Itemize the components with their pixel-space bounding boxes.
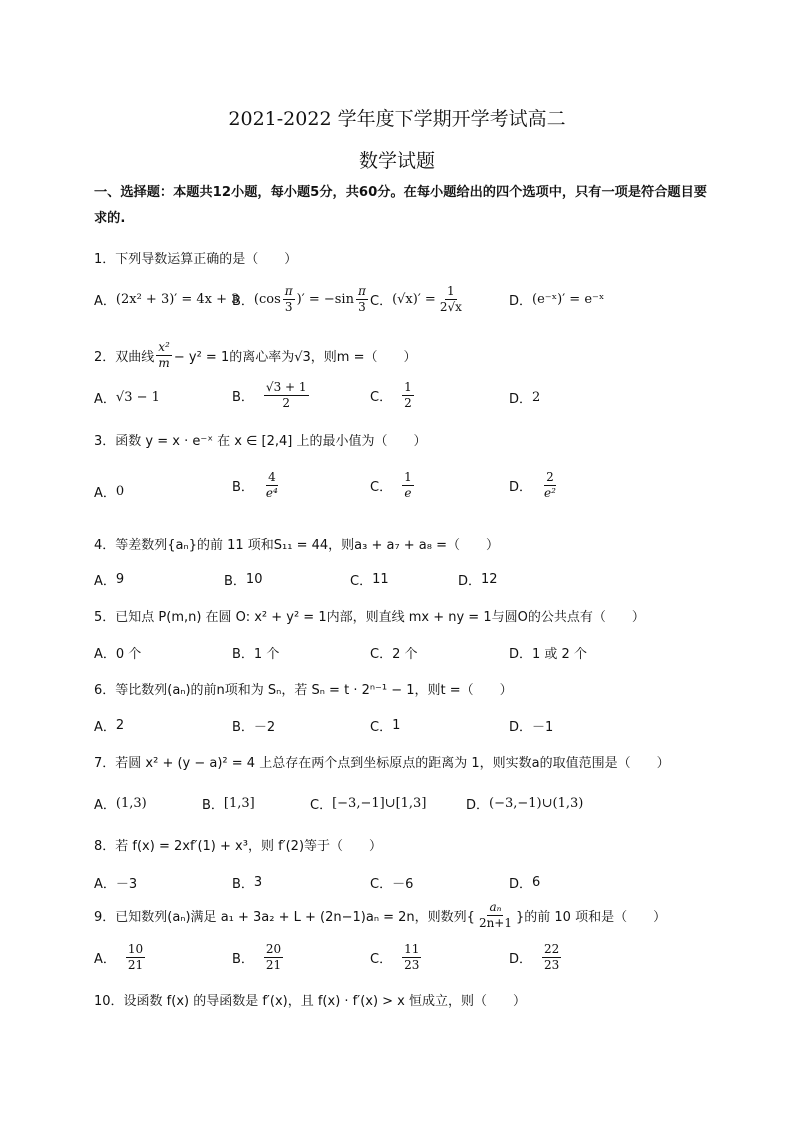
question-6-option-b <box>232 716 275 735</box>
question-1-stem: 1．下列导数运算正确的是（ ） <box>94 252 298 267</box>
option-text: 3 <box>253 875 263 890</box>
question-9-option-a <box>94 942 147 973</box>
fraction <box>264 470 280 501</box>
option-text: 11 <box>372 572 389 587</box>
option-text: 2 <box>115 718 125 733</box>
section-heading: 一、选择题：本题共12小题，每小题5分，共60分。在每小题给出的四个选项中，只有一项是符合题目要求的. <box>94 185 707 226</box>
question-5-option-c <box>370 643 417 662</box>
denominator: 21 <box>127 958 144 972</box>
option-text: 10 <box>245 572 263 587</box>
denominator: 3 <box>284 300 293 314</box>
option-label: B． <box>232 952 254 967</box>
option-text-pre: (cos <box>253 292 281 307</box>
denominator: m <box>158 356 170 370</box>
question-9-option-d <box>509 942 563 973</box>
question-4-option-a <box>94 570 124 589</box>
numerator: 1 <box>404 380 412 394</box>
option-label: D． <box>458 574 482 589</box>
option-label: D． <box>509 877 533 892</box>
question-3-option-c <box>370 470 416 501</box>
exam-title: 2021-2022 学年度下学期开学考试高二 <box>228 108 566 130</box>
option-label: A． <box>94 574 116 589</box>
option-label: D． <box>466 798 490 813</box>
numerator: 2 <box>546 470 554 484</box>
option-label: D． <box>509 480 533 495</box>
question-6-stem: 6．等比数列(aₙ)的前n项和为 Sₙ，若 Sₙ = t · 2ⁿ⁻¹ − 1，则t =（ ） <box>94 683 513 698</box>
option-label: D． <box>509 720 533 735</box>
fraction <box>156 340 172 371</box>
option-text: 0 个 <box>115 647 142 662</box>
question-8-option-d <box>509 873 540 892</box>
option-label: A． <box>94 952 116 967</box>
option-text: －3 <box>115 877 138 892</box>
question-5-stem: 5．已知点 P(m,n) 在圆 O: x² + y² = 1内部，则直线 mx + ny = 1与圆O的公共点有（ ） <box>94 610 645 625</box>
question-7-option-d <box>466 794 583 813</box>
question-8-option-a <box>94 873 137 892</box>
fraction <box>477 900 514 931</box>
denominator: 23 <box>544 958 560 972</box>
stem-part-b: }的前 10 项和是（ ） <box>516 910 667 925</box>
option-text: (−3,−1)∪(1,3) <box>489 796 584 811</box>
option-label: C． <box>350 574 373 589</box>
question-5-option-d <box>509 643 587 662</box>
question-9-option-c <box>370 942 423 973</box>
option-label: C． <box>370 294 393 309</box>
question-3-stem: 3．函数 y = x · e⁻ˣ 在 x ∈ [2,4] 上的最小值为（ ） <box>94 434 427 449</box>
option-text: [1,3] <box>223 796 255 811</box>
fraction <box>402 380 414 411</box>
question-4-option-b <box>224 570 262 589</box>
question-9-option-b <box>232 942 285 973</box>
question-2-option-a <box>94 388 160 407</box>
numerator: 4 <box>268 470 276 484</box>
denominator: e⁴ <box>265 486 278 500</box>
question-7-option-c <box>310 794 426 813</box>
stem-part-a: 2．双曲线 <box>94 350 155 365</box>
numerator: 22 <box>544 942 560 956</box>
denominator: e <box>404 486 412 500</box>
option-label: C． <box>370 952 393 967</box>
fraction <box>542 470 558 501</box>
numerator: aₙ <box>489 900 502 914</box>
option-label: C． <box>370 877 393 892</box>
option-text: 6 <box>532 875 541 890</box>
option-label: C． <box>370 390 393 405</box>
question-1-option-c <box>370 284 466 315</box>
option-label: A． <box>94 798 116 813</box>
question-10-stem: 10．设函数 f(x) 的导函数是 f′(x)，且 f(x) · f′(x) > x 恒成立，则（ ） <box>94 994 527 1009</box>
question-4-option-c <box>350 570 389 589</box>
option-text: (2x² + 3)′ = 4x + 3 <box>115 292 240 307</box>
numerator: π <box>284 284 293 298</box>
option-text: (√x)′ = <box>392 292 436 307</box>
denominator: 21 <box>265 958 282 972</box>
question-6-option-c <box>370 716 400 735</box>
question-6-option-a <box>94 716 124 735</box>
question-7-option-b <box>202 794 255 813</box>
numerator: π <box>357 284 366 298</box>
option-text: √3 − 1 <box>115 390 160 405</box>
fraction <box>264 942 283 973</box>
question-2-stem <box>94 340 416 371</box>
option-text: －2 <box>253 720 276 735</box>
stem-part-a: 9．已知数列(aₙ)满足 a₁ + 3a₂ + L + (2n−1)aₙ = 2n，则数列{ <box>94 910 475 925</box>
question-3-option-a <box>94 482 124 501</box>
question-8-stem: 8．若 f(x) = 2xf′(1) + x³，则 f′(2)等于（ ） <box>94 839 383 854</box>
fraction <box>264 380 309 411</box>
option-label: A． <box>94 877 116 892</box>
denominator: 23 <box>404 958 420 972</box>
option-text: 1 <box>392 718 401 733</box>
question-3-option-b <box>232 470 282 501</box>
option-label: D． <box>509 294 533 309</box>
option-text: 12 <box>481 572 498 587</box>
question-3-option-d <box>509 470 560 501</box>
numerator: 20 <box>265 942 282 956</box>
denominator: e² <box>544 486 556 500</box>
question-5-option-a <box>94 643 141 662</box>
denominator: 2 <box>404 396 412 410</box>
numerator: 10 <box>127 942 144 956</box>
numerator: 1 <box>447 284 455 298</box>
question-4-option-d <box>458 570 498 589</box>
numerator: x² <box>158 340 170 354</box>
option-text: 2 <box>532 390 541 405</box>
option-label: A． <box>94 647 116 662</box>
denominator: 2√x <box>439 300 462 314</box>
question-8-option-b <box>232 873 262 892</box>
question-1-option-a <box>94 290 239 309</box>
option-label: D． <box>509 392 533 407</box>
fraction <box>283 284 295 315</box>
stem-part-b: − y² = 1的离心率为√3，则m =（ ） <box>173 350 417 365</box>
option-label: C． <box>370 480 393 495</box>
numerator: √3 + 1 <box>265 380 307 394</box>
fraction <box>542 942 561 973</box>
option-text: 9 <box>115 572 125 587</box>
option-label: A． <box>94 294 116 309</box>
question-8-option-c <box>370 873 413 892</box>
option-label: A． <box>94 720 116 735</box>
option-text-post: )′ = −sin <box>296 292 354 307</box>
option-label: B． <box>232 294 254 309</box>
option-label: A． <box>94 486 116 501</box>
denominator: 2n+1 <box>478 916 512 930</box>
option-text: 1 个 <box>253 647 280 662</box>
fraction <box>438 284 464 315</box>
question-7-stem: 7．若圆 x² + (y − a)² = 4 上总存在两个点到坐标原点的距离为 1，则实数a的取值范围是（ ） <box>94 756 670 771</box>
numerator: 1 <box>404 470 412 484</box>
fraction <box>402 470 414 501</box>
option-label: B． <box>224 574 246 589</box>
option-label: B． <box>232 390 254 405</box>
option-text: 2 个 <box>392 647 418 662</box>
option-text: －1 <box>532 720 554 735</box>
option-text: 1 或 2 个 <box>532 647 587 662</box>
option-label: B． <box>232 877 254 892</box>
question-2-option-b <box>232 380 311 411</box>
fraction <box>402 942 421 973</box>
option-text: (e⁻ˣ)′ = e⁻ˣ <box>532 292 605 307</box>
option-text: (1,3) <box>115 796 147 811</box>
option-label: D． <box>509 952 533 967</box>
question-1-option-b <box>232 284 370 315</box>
denominator: 3 <box>358 300 366 314</box>
question-5-option-b <box>232 643 279 662</box>
question-4-stem: 4．等差数列{aₙ}的前 11 项和S₁₁ = 44，则a₃ + a₇ + a₈ =（ ） <box>94 538 500 553</box>
fraction <box>356 284 368 315</box>
question-1-option-d <box>509 290 604 309</box>
option-label: A． <box>94 392 116 407</box>
question-2-option-d <box>509 388 540 407</box>
option-label: B． <box>202 798 224 813</box>
option-label: C． <box>310 798 333 813</box>
question-7-option-a <box>94 794 147 813</box>
exam-subtitle: 数学试题 <box>358 150 435 172</box>
denominator: 2 <box>282 396 291 410</box>
option-label: C． <box>370 720 393 735</box>
option-label: B． <box>232 720 254 735</box>
question-2-option-c <box>370 380 416 411</box>
option-label: D． <box>509 647 533 662</box>
numerator: 11 <box>404 942 420 956</box>
fraction <box>126 942 145 973</box>
question-9-stem <box>94 900 666 931</box>
option-text: [−3,−1]∪[1,3] <box>332 796 427 811</box>
question-6-option-d <box>509 716 553 735</box>
option-text: －6 <box>392 877 414 892</box>
option-label: C． <box>370 647 393 662</box>
option-label: B． <box>232 647 254 662</box>
option-text: 0 <box>115 484 125 499</box>
option-label: B． <box>232 480 254 495</box>
